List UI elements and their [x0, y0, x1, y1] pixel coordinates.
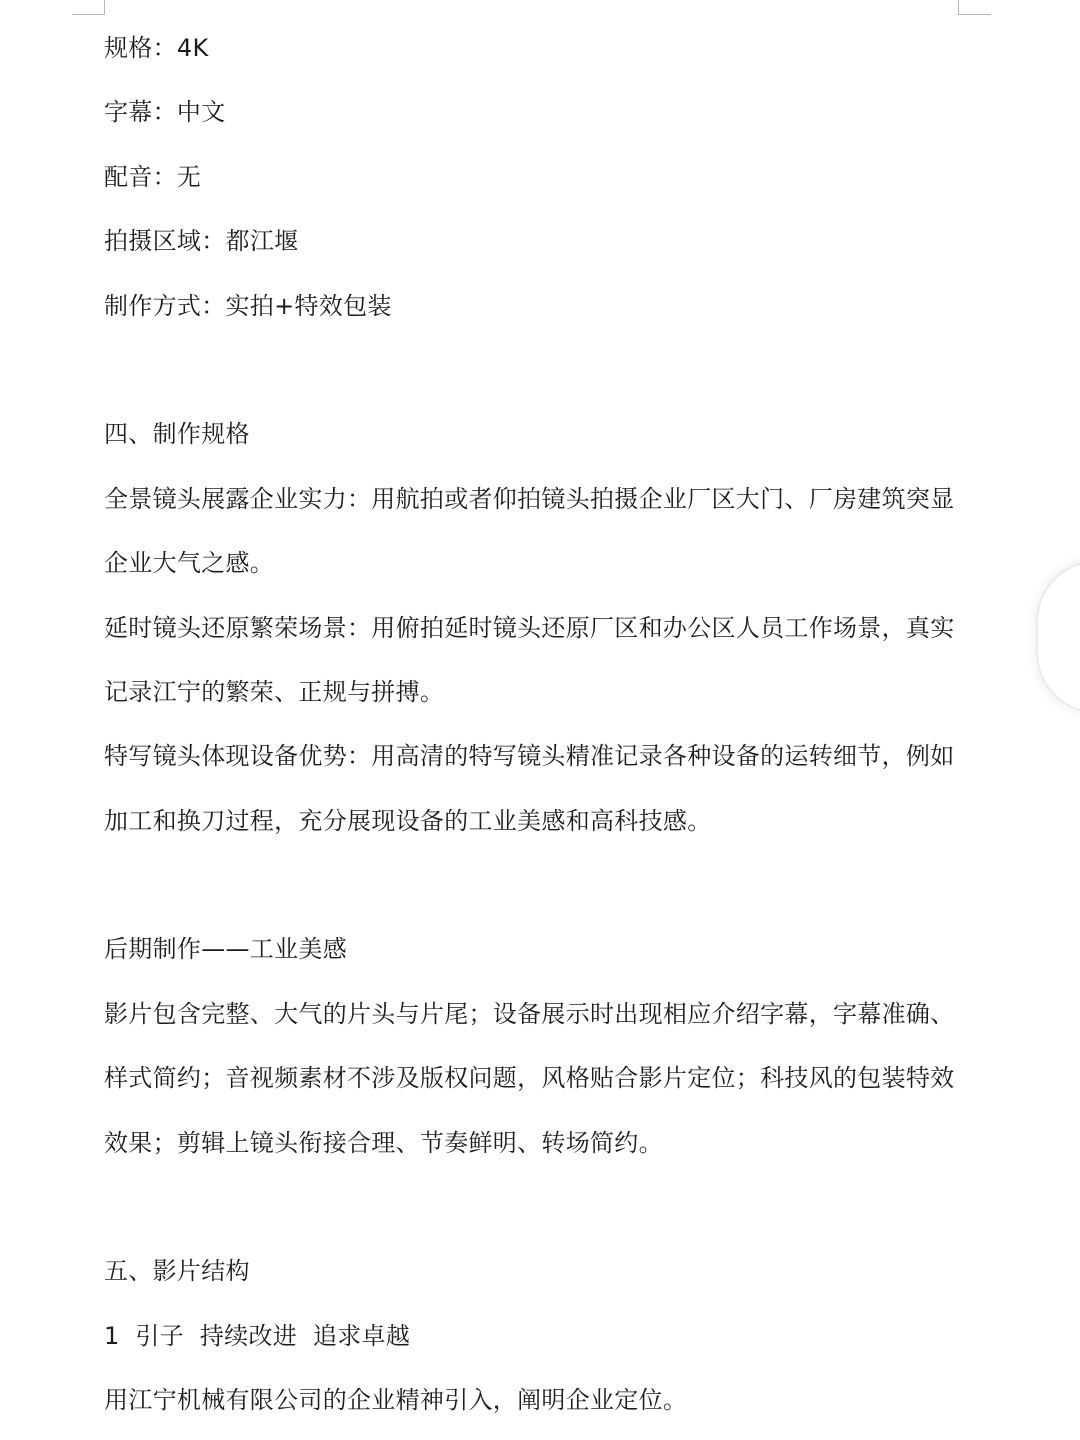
paragraph-line: 加工和换刀过程，充分展现设备的工业美感和高科技感。 [104, 806, 712, 835]
section-heading-production-specs: 四、制作规格 [104, 420, 250, 449]
structure-item-title: 1 引子 持续改进 追求卓越 [104, 1321, 411, 1350]
section-heading-film-structure: 五、影片结构 [104, 1257, 250, 1286]
structure-item-text: 用江宁机械有限公司的企业精神引入，阐明企业定位。 [104, 1386, 688, 1415]
section-heading-post-production: 后期制作——工业美感 [104, 935, 347, 964]
paragraph-line: 效果；剪辑上镜头衔接合理、节奏鲜明、转场简约。 [104, 1128, 663, 1157]
paragraph-line: 全景镜头展露企业实力：用航拍或者仰拍镜头拍摄企业厂区大门、厂房建筑突显 [104, 484, 955, 513]
document-content [104, 16, 974, 1433]
paragraph-line: 影片包含完整、大气的片头与片尾；设备展示时出现相应介绍字幕，字幕准确、 [104, 999, 955, 1028]
spec-line-resolution: 规格：4K [104, 34, 209, 62]
page-corner-mark-left [72, 0, 105, 15]
spec-line-location: 拍摄区域：都江堰 [104, 227, 299, 256]
side-scroll-handle[interactable] [1036, 560, 1080, 714]
paragraph-line: 样式简约；音视频素材不涉及版权问题，风格贴合影片定位；科技风的包装特效 [104, 1064, 955, 1093]
paragraph-line: 记录江宁的繁荣、正规与拼搏。 [104, 677, 445, 706]
paragraph-line: 延时镜头还原繁荣场景：用俯拍延时镜头还原厂区和办公区人员工作场景，真实 [104, 613, 955, 642]
spec-line-method: 制作方式：实拍+特效包装 [104, 291, 392, 320]
paragraph-line: 企业大气之感。 [104, 549, 275, 578]
paragraph-line: 特写镜头体现设备优势：用高清的特写镜头精准记录各种设备的运转细节，例如 [104, 742, 955, 771]
spec-line-subtitle: 字幕：中文 [104, 98, 226, 127]
page-corner-mark-right [958, 0, 991, 15]
spec-line-dubbing: 配音：无 [104, 162, 202, 191]
